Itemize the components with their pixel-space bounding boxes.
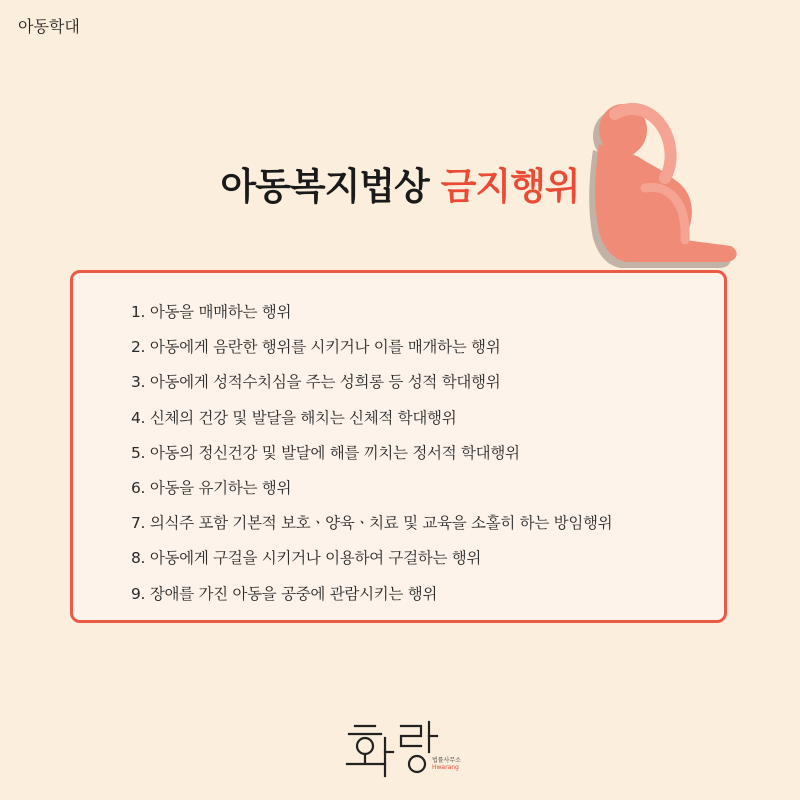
page-title (0, 156, 800, 210)
list-item: 9. 장애를 가진 아동을 공중에 관람시키는 행위 (131, 584, 438, 603)
logo-sub-en: Hwarang (432, 764, 459, 771)
list-item: 1. 아동을 매매하는 행위 (131, 303, 292, 321)
prohibited-acts-box (70, 270, 727, 623)
list-item: 7. 의식주 포함 기본적 보호ㆍ양육ㆍ치료 및 교육을 소홀히 하는 방임행위 (131, 514, 613, 533)
list-item: 8. 아동에게 구걸을 시키거나 이용하여 구걸하는 행위 (131, 549, 482, 568)
title-accent: 금지행위 (440, 165, 580, 208)
logo-subtitle (432, 757, 461, 771)
category-tag: 아동학대 (18, 17, 80, 36)
logo-sub-ko: 법률사무소 (432, 757, 461, 764)
list-item: 4. 신체의 건강 및 발달을 해치는 신체적 학대행위 (131, 408, 457, 427)
list-item: 6. 아동을 유기하는 행위 (131, 479, 292, 498)
prohibited-acts-list (131, 295, 612, 612)
title-main: 아동복지법상 (220, 165, 429, 208)
list-item: 2. 아동에게 음란한 행위를 시키거나 이를 매개하는 행위 (131, 338, 501, 357)
list-item: 5. 아동의 정신건강 및 발달에 해를 끼치는 정서적 학대행위 (131, 443, 520, 462)
list-item: 3. 아동에게 성적수치심을 주는 성희롱 등 성적 학대행위 (131, 373, 501, 392)
